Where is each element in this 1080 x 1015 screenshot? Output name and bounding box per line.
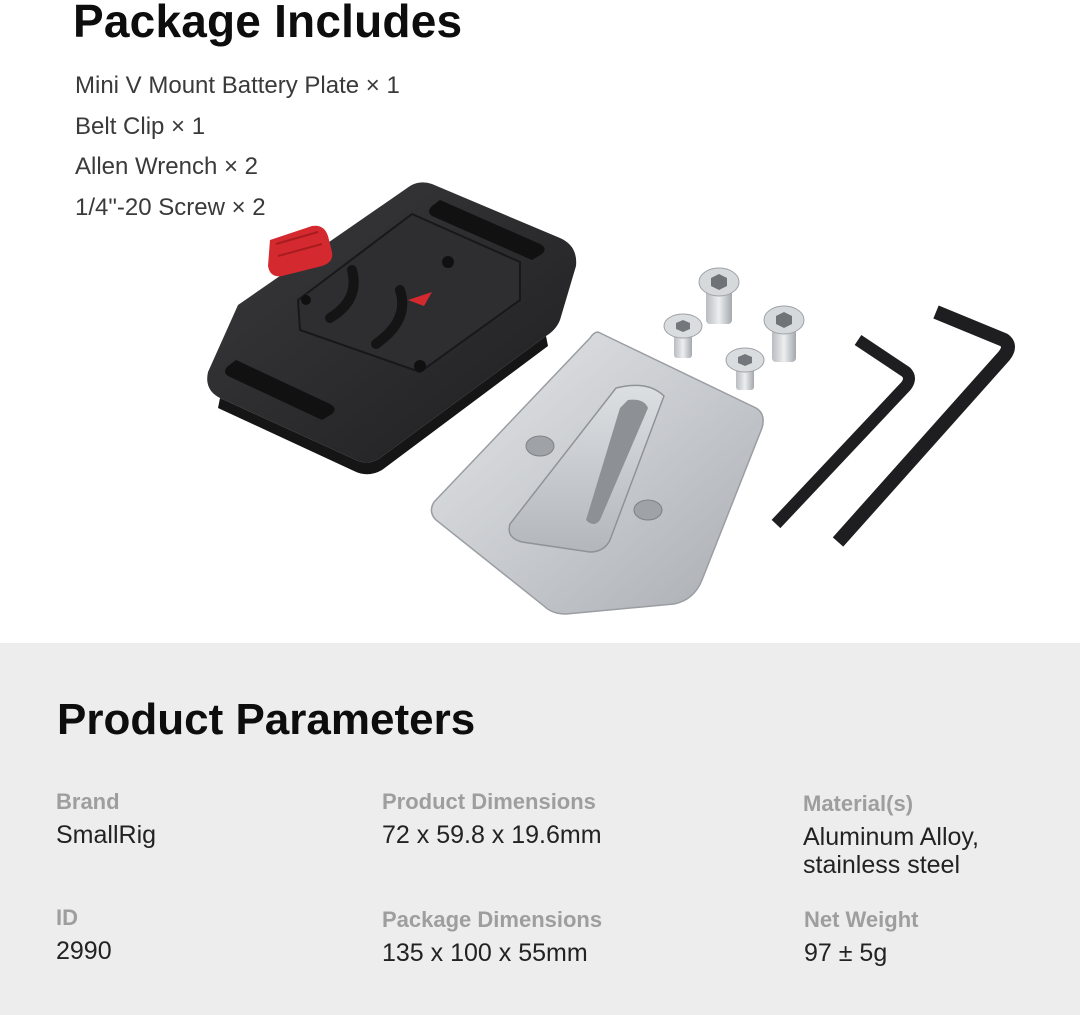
param-value: 72 x 59.8 x 19.6mm bbox=[382, 821, 602, 849]
param-product-dimensions bbox=[382, 789, 602, 849]
param-label: Material(s) bbox=[803, 791, 914, 816]
param-label: Product Dimensions bbox=[382, 789, 596, 814]
product-parameters-title: Product Parameters bbox=[57, 695, 476, 744]
param-brand bbox=[56, 789, 156, 849]
param-value: SmallRig bbox=[56, 821, 157, 849]
screws-image bbox=[664, 268, 804, 390]
param-value: 135 x 100 x 55mm bbox=[382, 939, 588, 967]
param-id bbox=[56, 905, 112, 965]
package-item: 1/4"-20 Screw × 2 bbox=[75, 194, 266, 222]
product-parameters-section bbox=[0, 643, 1080, 1015]
param-value: 97 ± 5g bbox=[804, 939, 888, 967]
param-label: ID bbox=[56, 905, 78, 930]
package-includes-title: Package Includes bbox=[73, 0, 463, 47]
param-net-weight bbox=[804, 907, 918, 967]
allen-wrenches-image bbox=[776, 312, 1008, 542]
package-item: Belt Clip × 1 bbox=[75, 112, 206, 140]
param-package-dimensions bbox=[382, 907, 602, 967]
param-label: Package Dimensions bbox=[382, 907, 603, 932]
param-label: Net Weight bbox=[804, 907, 919, 932]
param-value: Aluminum Alloy, stainless steel bbox=[803, 823, 979, 879]
param-value: 2990 bbox=[56, 937, 112, 965]
param-materials bbox=[803, 791, 979, 879]
param-label: Brand bbox=[56, 789, 120, 814]
package-item: Mini V Mount Battery Plate × 1 bbox=[75, 72, 400, 99]
package-item: Allen Wrench × 2 bbox=[75, 153, 258, 181]
